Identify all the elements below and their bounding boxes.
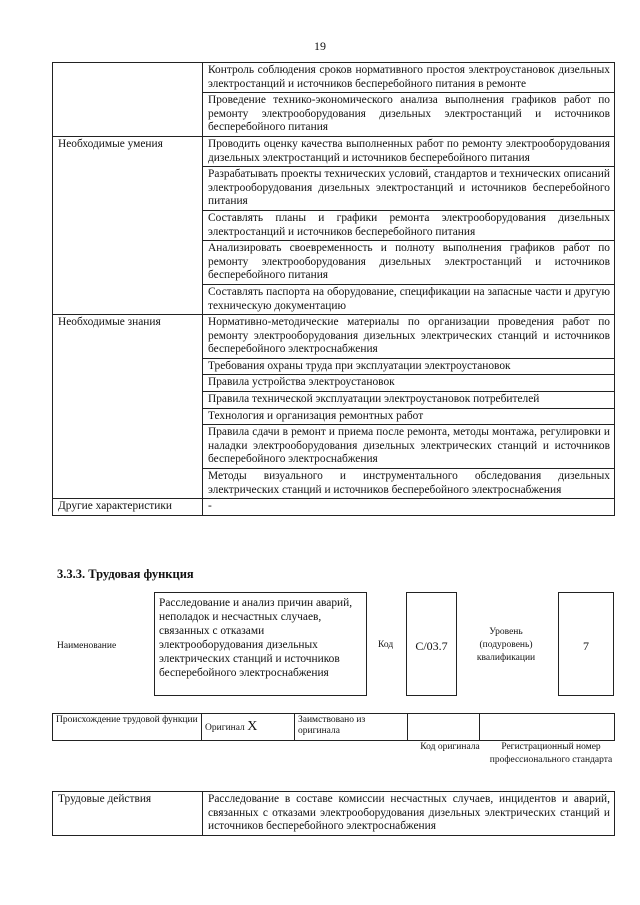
other-value: - bbox=[203, 499, 615, 516]
knowledge-label: Необходимые знания bbox=[53, 315, 203, 499]
function-name-box: Расследование и анализ причин аварий, неполадок и несчастных случаев, связанных с отказами электрооборудования дизельных электрических станций и источников бесперебойного электроснабжения bbox=[154, 592, 367, 696]
labor-action-item: Расследование в составе комиссии несчастных случаев, инцидентов и аварий, связанных с отказами электрооборудования дизельных электрических станций и источников бесперебойного электроснабжения bbox=[203, 792, 615, 836]
skills-label: Необходимые умения bbox=[53, 136, 203, 314]
origin-table bbox=[52, 713, 615, 741]
section-heading: 3.3.3. Трудовая функция bbox=[57, 567, 194, 581]
skill-item: Разрабатывать проекты технических условий, стандартов и технических описаний электрооборудования дизельных электростанций и источников бесперебойного питания bbox=[203, 167, 615, 211]
reg-number-cell bbox=[480, 714, 615, 741]
original-label: Оригинал bbox=[205, 722, 245, 733]
original-mark: X bbox=[247, 718, 258, 734]
labor-actions-table bbox=[52, 791, 615, 836]
knowledge-item: Технология и организация ремонтных работ bbox=[203, 408, 615, 425]
original-cell bbox=[202, 714, 295, 741]
code-value-box: C/03.7 bbox=[406, 592, 457, 696]
reg-number-caption: Регистрационный номер профессионального стандарта bbox=[489, 742, 613, 765]
knowledge-item: Требования охраны труда при эксплуатации электроустановок bbox=[203, 358, 615, 375]
empty-label-cell bbox=[53, 63, 203, 137]
table-row: Проведение технико-экономического анализа выполнения графиков работ по ремонту электрооборудования дизельных электростанций и источников бесперебойного питания bbox=[203, 93, 615, 137]
skill-item: Составлять паспорта на оборудование, спецификации на запасные части и другую техническую документацию bbox=[203, 284, 615, 314]
skill-item: Проводить оценку качества выполненных работ по ремонту электрооборудования дизельных электростанций и источников бесперебойного питания bbox=[203, 136, 615, 166]
borrowed-label: Заимствовано из оригинала bbox=[295, 714, 408, 741]
code-original-caption: Код оригинала bbox=[420, 742, 480, 752]
knowledge-item: Правила сдачи в ремонт и приема после ремонта, методы монтажа, регулировки и наладки электрооборудования дизельных электрических станций и источников бесперебойного электроснабжения bbox=[203, 425, 615, 469]
name-label: Наименование bbox=[57, 641, 117, 651]
page-number: 19 bbox=[314, 39, 326, 53]
competency-table bbox=[52, 62, 615, 516]
origin-label: Происхождение трудовой функции bbox=[53, 714, 202, 741]
code-original-cell bbox=[408, 714, 480, 741]
table-row: Контроль соблюдения сроков нормативного простоя электроустановок дизельных электростанций и источников бесперебойного питания в ремонте bbox=[203, 63, 615, 93]
knowledge-item: Правила устройства электроустановок bbox=[203, 375, 615, 392]
labor-actions-label: Трудовые действия bbox=[53, 792, 203, 836]
knowledge-item: Нормативно-методические материалы по организации проведения работ по ремонту электрооборудования дизельных электрических станций и источников бесперебойного электроснабжения bbox=[203, 315, 615, 359]
skill-item: Составлять планы и графики ремонта электрооборудования дизельных электростанций и источников бесперебойного питания bbox=[203, 210, 615, 240]
knowledge-item: Методы визуального и инструментального обследования дизельных электрических станций и источников бесперебойного электроснабжения bbox=[203, 469, 615, 499]
other-label: Другие характеристики bbox=[53, 499, 203, 516]
level-label: Уровень (подуровень) квалификации bbox=[476, 627, 536, 663]
code-label: Код bbox=[378, 640, 394, 650]
knowledge-item: Правила технической эксплуатации электроустановок потребителей bbox=[203, 392, 615, 409]
skill-item: Анализировать своевременность и полноту выполнения графиков работ по ремонту электрооборудования дизельных электростанций и источников бесперебойного питания bbox=[203, 241, 615, 285]
level-value-box: 7 bbox=[558, 592, 614, 696]
